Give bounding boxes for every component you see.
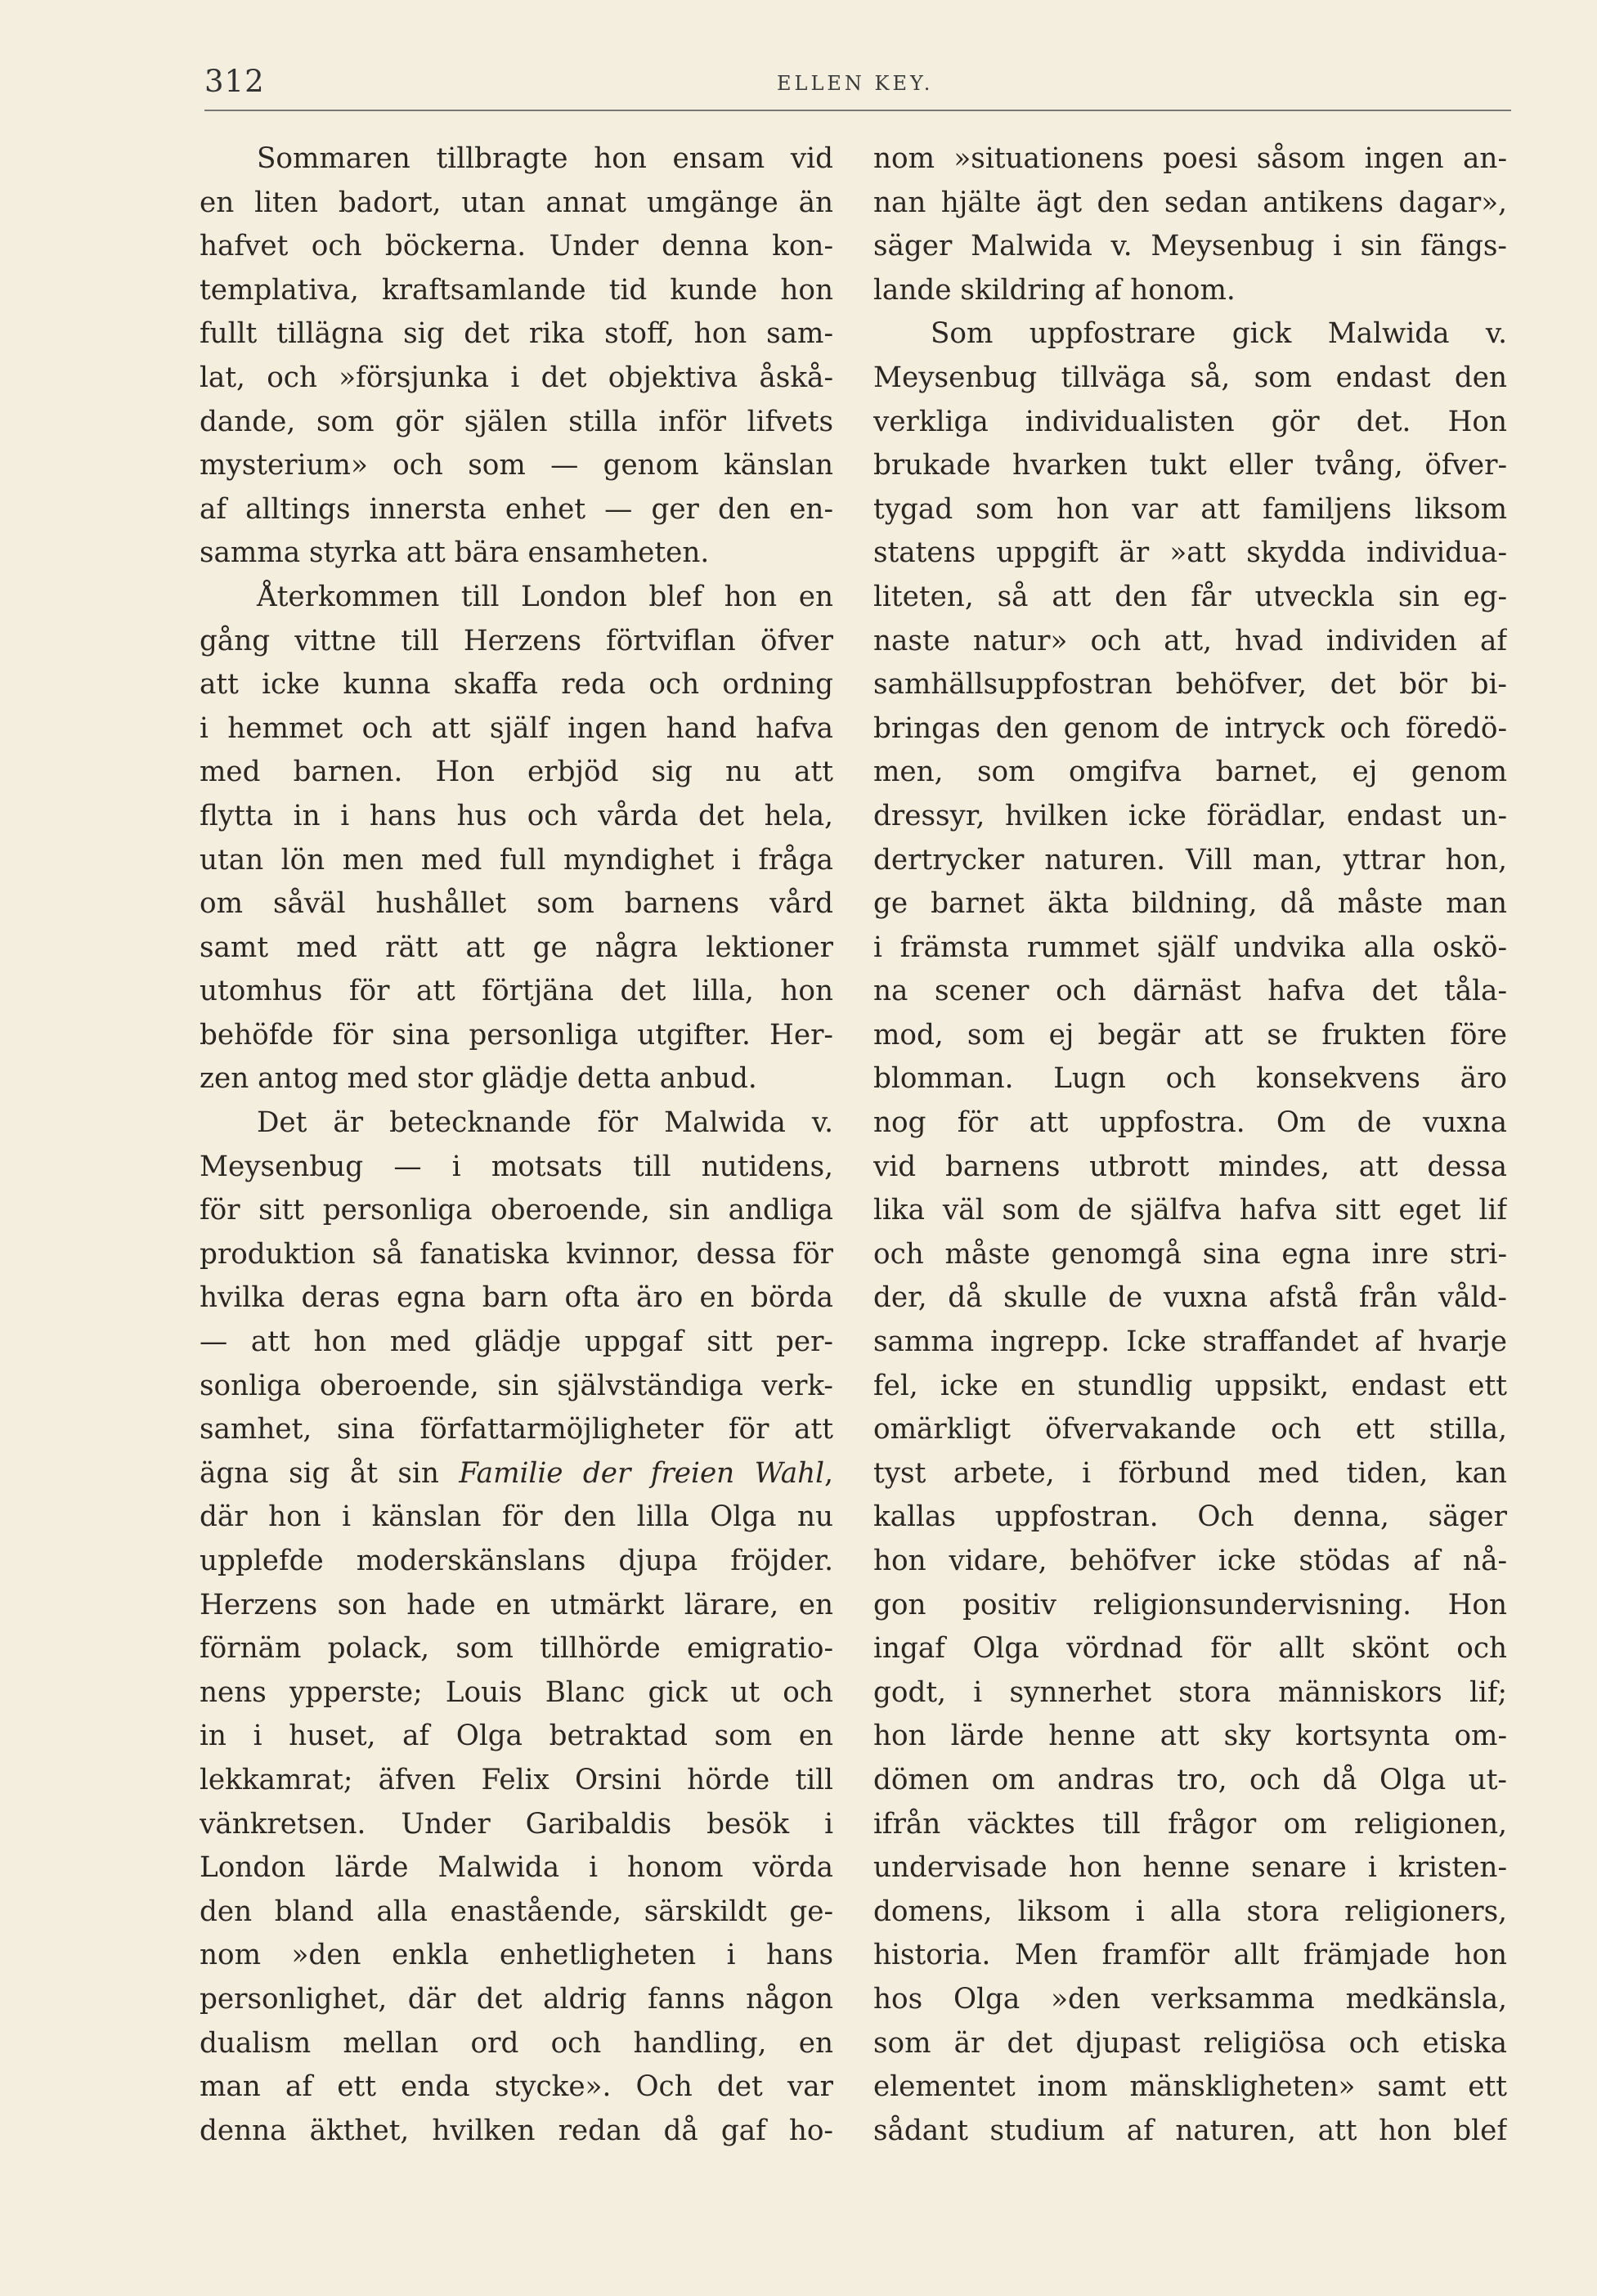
line-text: bringas den genom de intryck och föredö- (873, 711, 1507, 745)
line-text: fullt tillägna sig det rika stoff, hon sam- (200, 317, 833, 351)
text-line (200, 1584, 833, 1628)
text-line (200, 882, 833, 926)
text-line (200, 1846, 833, 1890)
line-text: domens, liksom i alla stora religioners, (873, 1895, 1507, 1928)
line-text: liteten, så att den får utveckla sin eg- (873, 580, 1507, 613)
line-text: na scener och därnäst hafva det tåla- (873, 975, 1507, 1008)
text-line (200, 1540, 833, 1584)
line-text: produktion så fanatiska kvinnor, dessa för (200, 1237, 833, 1271)
text-line (200, 1189, 833, 1233)
text-line (873, 620, 1507, 664)
line-text: personlighet, där det aldrig fanns någon (200, 1982, 833, 2016)
text-line (873, 1584, 1507, 1628)
line-text: förnäm polack, som tillhörde emigratio- (200, 1632, 833, 1666)
line-text: i hemmet och att själf ingen hand hafva (200, 711, 833, 745)
line-text: lika väl som de själfva hafva sitt eget lif (873, 1194, 1507, 1227)
text-line (873, 1057, 1507, 1101)
text-line (873, 926, 1507, 971)
line-text: kallas uppfostran. Och denna, säger (873, 1500, 1507, 1534)
line-text: nog för att uppfostra. Om de vuxna (873, 1106, 1507, 1140)
text-line (200, 926, 833, 971)
text-line (200, 137, 833, 182)
running-head: ELLEN KEY. (777, 72, 934, 95)
text-line (200, 1934, 833, 1978)
text-line (200, 1890, 833, 1935)
text-line (873, 839, 1507, 883)
text-line (200, 1321, 833, 1365)
text-line (873, 2022, 1507, 2066)
line-text: flytta in i hans hus och vårda det hela, (200, 799, 833, 832)
line-text: mysterium» och som — genom känslan (200, 449, 833, 482)
line-text: upplefde moderskänslans djupa fröjder. (200, 1545, 833, 1577)
text-line (873, 1276, 1507, 1321)
text-line (200, 1452, 833, 1496)
line-text: historia. Men framför allt främjade hon (873, 1939, 1507, 1972)
line-text: samma styrka att bära ensamheten. (200, 536, 710, 570)
text-line (200, 1014, 833, 1058)
line-text: lande skildring af honom. (873, 273, 1236, 307)
text-line (200, 1233, 833, 1277)
text-line (200, 1408, 833, 1452)
line-text: vid barnens utbrott mindes, att dessa (873, 1150, 1507, 1183)
text-line (873, 663, 1507, 707)
italic-title: Familie der freien Wahl (459, 1456, 825, 1490)
line-text: ingaf Olga vördnad för allt skönt och (873, 1632, 1507, 1666)
line-text: och måste genomgå sina egna inre stri- (873, 1237, 1507, 1271)
text-line (200, 1715, 833, 1759)
text-line (200, 1057, 833, 1101)
text-line (200, 1627, 833, 1671)
text-line (873, 2110, 1507, 2154)
text-line (873, 970, 1507, 1014)
line-text: gon positiv religionsundervisning. Hon (873, 1588, 1507, 1621)
line-text: hon lärde henne att sky kortsynta om- (873, 1720, 1507, 1753)
line-text: tyst arbete, i förbund med tiden, kan (873, 1456, 1507, 1490)
line-text: nens ypperste; Louis Blanc gick ut och (200, 1675, 833, 1709)
text-line (200, 1101, 833, 1146)
text-line (200, 1276, 833, 1321)
line-text: — att hon med glädje uppgaf sitt per- (200, 1325, 833, 1359)
text-line (200, 1803, 833, 1847)
line-text: hon vidare, behöfver icke stödas af nå- (873, 1545, 1507, 1577)
line-text: man af ett enda stycke». Och det var (200, 2070, 833, 2104)
line-text: hos Olga »den verksamma medkänsla, (873, 1982, 1507, 2016)
text-line (873, 1934, 1507, 1978)
text-line (200, 795, 833, 839)
line-text: dertrycker naturen. Vill man, yttrar hon, (873, 843, 1507, 877)
line-text: samhet, sina författarmöjligheter för att (200, 1413, 833, 1446)
line-text-after: , (824, 1456, 833, 1490)
page-header (204, 64, 1513, 113)
line-text: godt, i synnerhet stora människors lif; (873, 1675, 1507, 1709)
line-text: statens uppgift är »att skydda individua- (873, 536, 1507, 570)
line-text: att icke kunna skaffa reda och ordning (200, 668, 833, 702)
line-text: som är det djupast religiösa och etiska (873, 2026, 1507, 2060)
line-text: utan lön men med full myndighet i fråga (200, 843, 833, 877)
text-line (200, 839, 833, 883)
line-text: hafvet och böckerna. Under denna kon- (200, 230, 833, 263)
line-text: Herzens son hade en utmärkt lärare, en (200, 1588, 833, 1621)
line-text: London lärde Malwida i honom vörda (200, 1851, 833, 1885)
text-line (873, 182, 1507, 226)
text-line (873, 1408, 1507, 1452)
line-text: blomman. Lugn och konsekvens äro (873, 1062, 1507, 1096)
line-text: Meysenbug tillväga så, som endast den (873, 361, 1507, 394)
text-line (873, 1146, 1507, 1190)
line-text: tygad som hon var att familjens liksom (873, 492, 1507, 526)
text-line (873, 1715, 1507, 1759)
right-column (873, 137, 1507, 2153)
line-text: der, då skulle de vuxna afstå från våld- (873, 1281, 1507, 1315)
text-line (873, 357, 1507, 401)
text-line (873, 1846, 1507, 1890)
text-line (200, 1146, 833, 1190)
line-text: vänkretsen. Under Garibaldis besök i (200, 1807, 833, 1841)
text-line (873, 1496, 1507, 1540)
text-line (873, 401, 1507, 445)
text-line (200, 1365, 833, 1409)
text-line (873, 1759, 1507, 1803)
text-line (200, 576, 833, 620)
text-line (873, 1101, 1507, 1146)
text-line (200, 1759, 833, 1803)
text-line (200, 488, 833, 532)
line-text: brukade hvarken tukt eller tvång, öfver- (873, 449, 1507, 482)
left-column (200, 137, 833, 2153)
text-line (873, 2065, 1507, 2110)
line-text: samhällsuppfostran behöfver, det bör bi- (873, 668, 1507, 702)
text-line (873, 225, 1507, 269)
text-line (873, 1978, 1507, 2022)
text-line (873, 312, 1507, 357)
text-line (873, 1233, 1507, 1277)
text-line (200, 531, 833, 576)
line-text: med barnen. Hon erbjöd sig nu att (200, 756, 833, 789)
text-line (873, 269, 1507, 313)
text-line (873, 1671, 1507, 1715)
text-line (873, 795, 1507, 839)
line-text: elementet inom mänskligheten» samt ett (873, 2070, 1507, 2104)
line-text: af alltings innersta enhet — ger den en- (200, 492, 833, 526)
text-line (200, 1978, 833, 2022)
line-text: Det är betecknande för Malwida v. (257, 1106, 833, 1140)
line-text: undervisade hon henne senare i kristen- (873, 1851, 1507, 1885)
line-text: mod, som ej begär att se frukten före (873, 1018, 1507, 1052)
text-line (200, 182, 833, 226)
line-text: men, som omgifva barnet, ej genom (873, 756, 1507, 789)
line-text: ägna sig åt sin (200, 1456, 460, 1490)
line-text: Meysenbug — i motsats till nutidens, (200, 1150, 833, 1183)
line-text: Sommaren tillbragte hon ensam vid (257, 142, 833, 175)
text-line (873, 1189, 1507, 1233)
text-line (873, 1452, 1507, 1496)
line-text: verkliga individualisten gör det. Hon (873, 405, 1507, 438)
text-line (200, 620, 833, 664)
text-line (873, 1540, 1507, 1584)
line-text: nan hjälte ägt den sedan antikens dagar», (873, 186, 1507, 219)
text-line (873, 1627, 1507, 1671)
line-text: fel, icke en stundlig uppsikt, endast ett (873, 1369, 1507, 1402)
line-text: gång vittne till Herzens förtviflan öfver (200, 624, 833, 657)
text-line (873, 1321, 1507, 1365)
text-line (873, 531, 1507, 576)
line-text: omärkligt öfvervakande och ett stilla, (873, 1413, 1507, 1446)
text-line (200, 1671, 833, 1715)
text-line (873, 1803, 1507, 1847)
line-text: nom »den enkla enhetligheten i hans (200, 1939, 833, 1972)
text-line (200, 269, 833, 313)
text-line (200, 1496, 833, 1540)
line-text: för sitt personliga oberoende, sin andliga (200, 1194, 833, 1227)
text-line (873, 576, 1507, 620)
text-line (873, 1365, 1507, 1409)
text-line (873, 137, 1507, 182)
line-text: ifrån väcktes till frågor om religionen, (873, 1807, 1507, 1841)
text-line (200, 663, 833, 707)
line-text: samma ingrepp. Icke straffandet af hvarje (873, 1325, 1507, 1359)
line-text: zen antog med stor glädje detta anbud. (200, 1062, 757, 1096)
text-line (873, 751, 1507, 795)
line-text: dressyr, hvilken icke förädlar, endast un- (873, 799, 1507, 832)
line-text: denna äkthet, hvilken redan då gaf ho- (200, 2114, 833, 2147)
line-text: templativa, kraftsamlande tid kunde hon (200, 273, 833, 307)
line-text: där hon i känslan för den lilla Olga nu (200, 1500, 833, 1534)
line-text: sonliga oberoende, sin självständiga verk- (200, 1369, 833, 1402)
text-line (200, 2110, 833, 2154)
line-text: i främsta rummet själf undvika alla oskö- (873, 931, 1507, 964)
line-text: samt med rätt att ge några lektioner (200, 931, 833, 964)
line-text: en liten badort, utan annat umgänge än (200, 186, 833, 219)
text-line (873, 1014, 1507, 1058)
line-text: in i huset, af Olga betraktad som en (200, 1720, 833, 1753)
text-line (873, 1890, 1507, 1935)
text-line (200, 225, 833, 269)
line-text: lat, och »försjunka i det objektiva åskå- (200, 361, 833, 394)
text-line (873, 882, 1507, 926)
text-line (200, 357, 833, 401)
text-line (200, 707, 833, 751)
text-line (873, 488, 1507, 532)
line-text: säger Malwida v. Meysenbug i sin fängs- (873, 230, 1507, 263)
header-rule (204, 110, 1511, 111)
text-line (200, 2022, 833, 2066)
page-number: 312 (204, 64, 265, 99)
line-text: sådant studium af naturen, att hon blef (873, 2114, 1507, 2147)
line-text: naste natur» och att, hvad individen af (873, 624, 1507, 657)
line-text: hvilka deras egna barn ofta äro en börda (200, 1281, 833, 1315)
line-text: lekkamrat; äfven Felix Orsini hörde till (200, 1763, 833, 1796)
line-text: nom »situationens poesi såsom ingen an- (873, 142, 1507, 175)
text-line (200, 401, 833, 445)
text-line (200, 312, 833, 357)
line-text: dömen om andras tro, och då Olga ut- (873, 1763, 1507, 1796)
line-text: utomhus för att förtjäna det lilla, hon (200, 975, 833, 1008)
text-line (873, 444, 1507, 488)
text-line (200, 444, 833, 488)
text-line (873, 707, 1507, 751)
line-text: behöfde för sina personliga utgifter. Her- (200, 1018, 833, 1052)
line-text: om såväl hushållet som barnens vård (200, 887, 833, 921)
line-text: dande, som gör själen stilla inför lifvets (200, 405, 833, 438)
text-line (200, 751, 833, 795)
text-line (200, 970, 833, 1014)
line-text: dualism mellan ord och handling, en (200, 2026, 833, 2060)
text-line (200, 2065, 833, 2110)
line-text: Återkommen till London blef hon en (257, 580, 833, 613)
line-text: Som uppfostrare gick Malwida v. (931, 317, 1507, 351)
line-text: ge barnet äkta bildning, då måste man (873, 887, 1507, 921)
line-text: den bland alla enastående, särskildt ge- (200, 1895, 833, 1928)
